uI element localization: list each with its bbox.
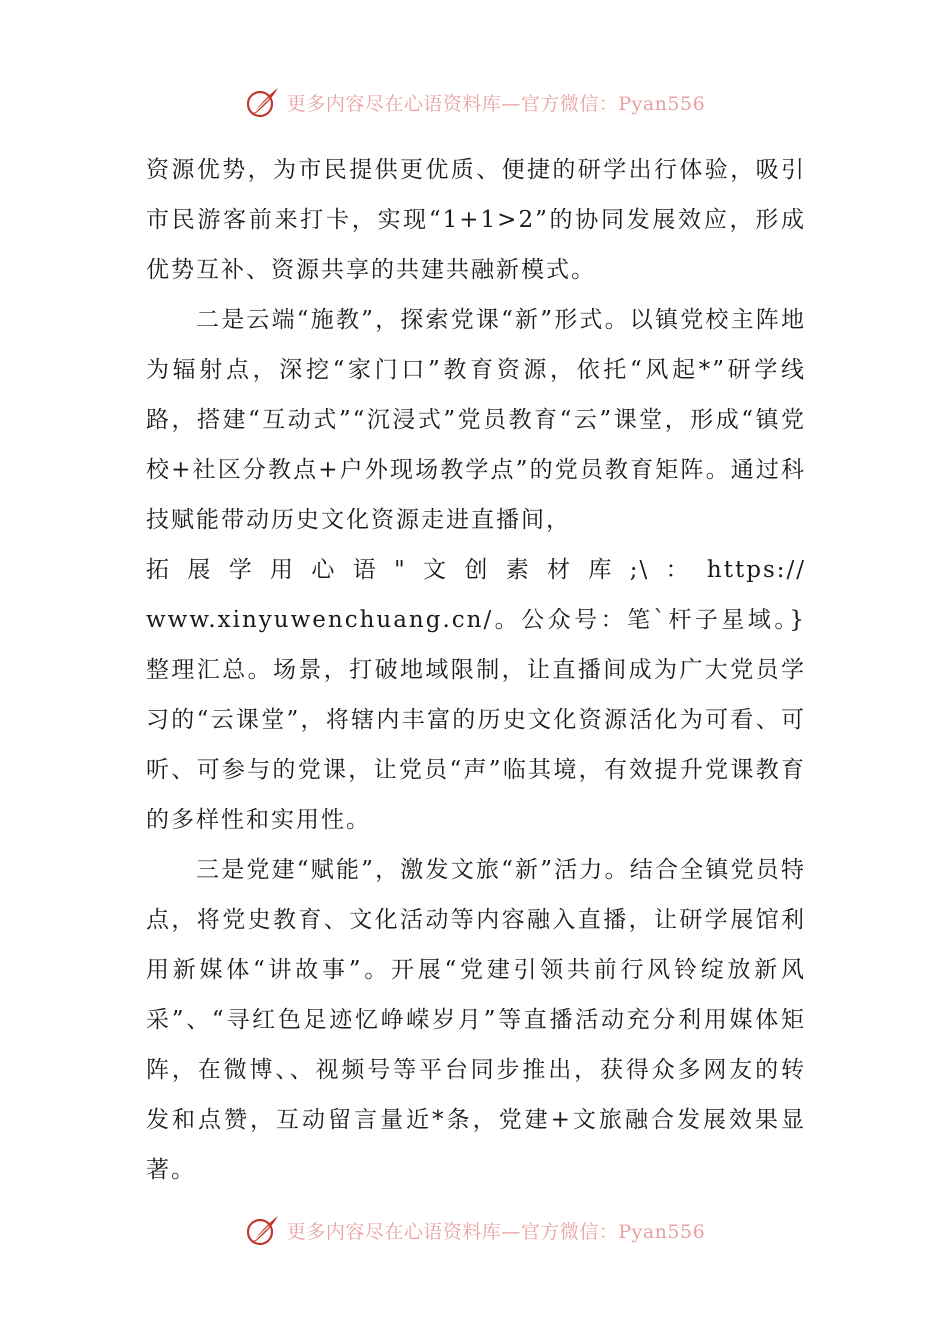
paragraph-2-watermark-line: 拓展学用心语"文创素材库;\：https:// xyxy=(146,557,806,583)
document-body xyxy=(146,145,806,1195)
paragraph-2-part-c: www.xinyuwenchuang.cn/。公众号：笔`杆子星域。}整理汇总。场景，打破地域限制，让直播间成为广大党员学习的“云课堂”，将辖内丰富的历史文化资源活化为可看、可听、可参与的党课，让党员“声”临其境，有效提升党课教育的多样性和实用性。 xyxy=(146,607,806,833)
header-banner xyxy=(0,80,950,124)
paragraph-1: 资源优势，为市民提供更优质、便捷的研学出行体验，吸引市民游客前来打卡，实现“1+1>2”的协同发展效应，形成优势互补、资源共享的共建共融新模式。 xyxy=(146,157,806,283)
footer-banner-text: 更多内容尽在心语资料库—官方微信：Pyan556 xyxy=(286,1220,706,1243)
quill-pen-logo-icon xyxy=(245,1212,281,1248)
footer-banner xyxy=(0,1208,950,1252)
header-banner-text: 更多内容尽在心语资料库—官方微信：Pyan556 xyxy=(286,92,706,115)
paragraph-2-part-a: 二是云端“施教”，探索党课“新”形式。以镇党校主阵地为辐射点，深挖“家门口”教育资源，依托“风起*”研学线路，搭建“互动式”“沉浸式”党员教育“云”课堂，形成“镇党校+社区分教点+户外现场教学点”的党员教育矩阵。通过科技赋能带动历史文化资源走进直播间， xyxy=(146,307,806,533)
paragraph-2 xyxy=(146,295,806,845)
quill-pen-logo-icon xyxy=(245,84,281,120)
paragraph-3: 三是党建“赋能”，激发文旅“新”活力。结合全镇党员特点，将党史教育、文化活动等内容融入直播，让研学展馆利用新媒体“讲故事”。开展“党建引领共前行风铃绽放新风采”、“寻红色足迹忆峥嵘岁月”等直播活动充分利用媒体矩阵，在微博、、视频号等平台同步推出，获得众多网友的转发和点赞，互动留言量近*条，党建+文旅融合发展效果显著。 xyxy=(146,857,806,1183)
